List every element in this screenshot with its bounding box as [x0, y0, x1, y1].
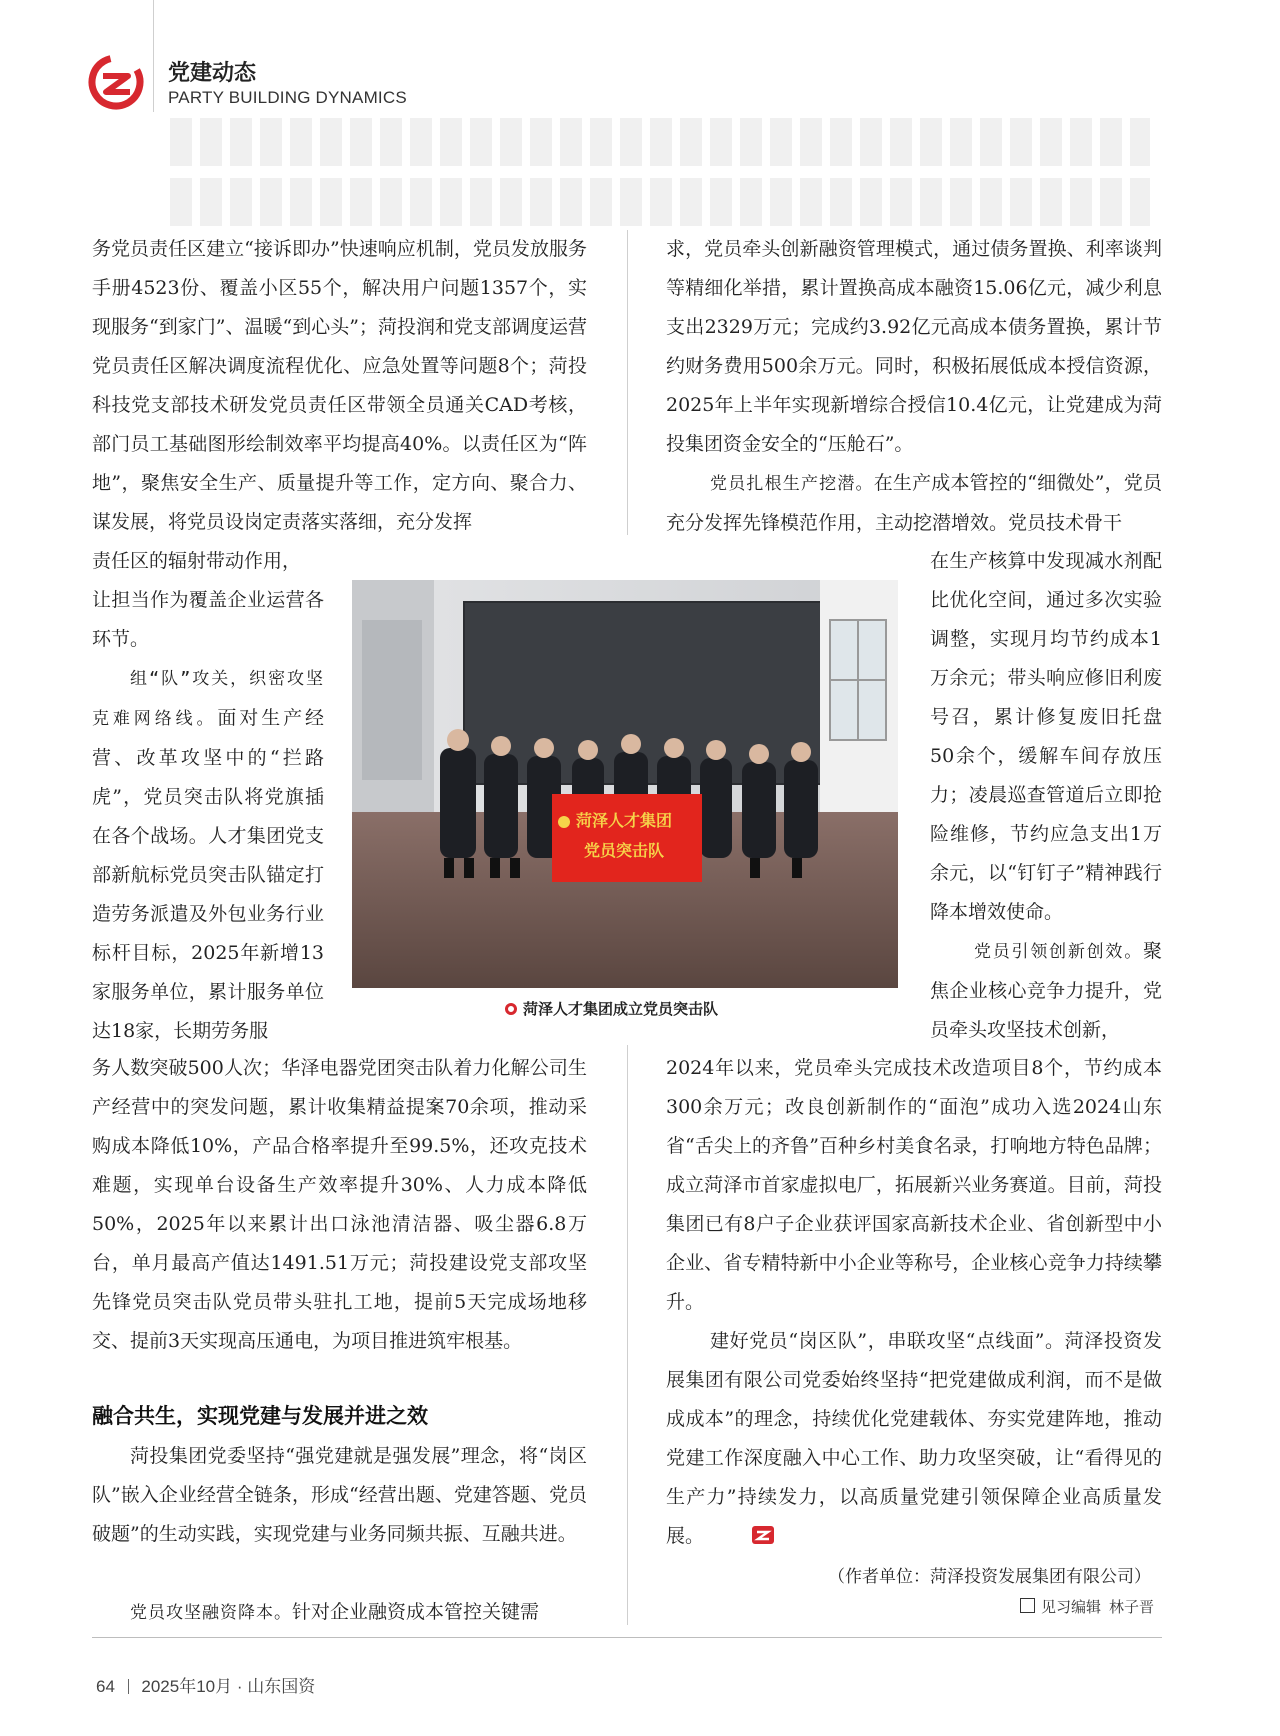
party-emblem-icon: [558, 816, 570, 828]
issue-info: 2025年10月 · 山东国资: [141, 1677, 316, 1696]
ghost-text-band: [170, 118, 1150, 166]
left-paragraph-2: 组“队”攻关，织密攻坚克难网络线。面对生产经营、改革攻坚中的“拦路虎”，党员突击队将党旗插在各个战场。人才集团党支部新航标党员突击队锚定打造劳务派遣及外包业务行业标杆目标，2025年新增13家服务单位，累计服务单位达18家，长期劳务服: [92, 669, 324, 1042]
right-paragraph-1: 求，党员牵头创新融资管理模式，通过债务置换、利率谈判等精细化举措，累计置换高成本融资15.06亿元，减少利息支出2329万元；完成约3.92亿元高成本债务置换，累计节约财务费用500余万元。同时，积极拓展低成本授信资源，2025年上半年实现新增综合授信10.4亿元，让党建成为菏投集团资金安全的“压舱石”。: [666, 238, 1162, 455]
left-paragraph-4: 党员攻坚融资降本。针对企业融资成本管控关键需: [130, 1601, 540, 1623]
lead-phrase: 党员攻坚融资降本。: [130, 1603, 292, 1623]
photo-caption: 菏泽人才集团成立党员突击队: [505, 998, 718, 1019]
left-paragraph-1: 务党员责任区建立“接诉即办”快速响应机制，党员发放服务手册4523份、覆盖小区55个，解决用户问题1357个，实现服务“到家门”、温暖“到心头”；菏投润和党支部调度运营党员责任区解决调度流程优化、应急处置等问题8个；菏投科技党支部技术研发党员责任区带领全员通关CAD考核，部门员工基础图形绘制效率平均提高40%。以责任区为“阵地”，聚焦安全生产、质量提升等工作，定方向、聚合力、谋发展，将党员设岗定责落实落细，充分发挥: [92, 238, 587, 533]
magazine-logo-icon: [88, 54, 144, 110]
right-paragraph-3: 党员引领创新创效。聚焦企业核心竞争力提升，党员牵头攻坚技术创新，: [930, 940, 1162, 1041]
banner-text-line2: 党员突击队: [584, 841, 665, 860]
section-heading: 融合共生，实现党建与发展并进之效: [92, 1404, 428, 1428]
group-photo: [352, 580, 898, 988]
left-paragraph-1-end: 让担当作为覆盖企业运营各环节。: [92, 589, 324, 650]
end-mark-icon: [708, 1519, 730, 1537]
lead-phrase: 组“队”攻关，织密攻坚克难网络线。: [92, 669, 324, 729]
left-paragraph-3: 菏投集团党委坚持“强党建就是强发展”理念，将“岗区队”嵌入企业经营全链条，形成“经营出题、党建答题、党员破题”的生动实践，实现党建与业务同频共振、互融共进。: [92, 1445, 587, 1545]
left-paragraph-1-cont: 责任区的辐射带动作用，: [92, 550, 302, 572]
section-title: 党建动态: [168, 61, 257, 86]
section-subtitle: PARTY BUILDING DYNAMICS: [168, 88, 407, 107]
footer-rule: [92, 1637, 1162, 1638]
column-divider: [627, 1045, 628, 1625]
author-affiliation: （作者单位：菏泽投资发展集团有限公司）: [828, 1567, 1151, 1587]
lead-phrase: 党员引领创新创效。: [974, 942, 1143, 962]
page-footer: [96, 1672, 315, 1697]
page-number: 64: [96, 1677, 115, 1696]
right-paragraph-2-cont: 在生产核算中发现减水剂配比优化空间，通过多次实验调整，实现月均节约成本1万余元；带头响应修旧利废号召，累计修复废旧托盘50余个，缓解车间存放压力；凌晨巡查管道后立即抢险维修，节约应急支出1万余元，以“钉钉子”精神践行降本增效使命。: [930, 550, 1162, 923]
editor-line: 见习编辑 林子晋: [1020, 1596, 1154, 1617]
column-divider: [627, 230, 628, 535]
right-paragraph-3-cont: 2024年以来，党员牵头完成技术改造项目8个，节约成本300余万元；改良创新制作的“面泡”成功入选2024山东省“舌尖上的齐鲁”百种乡村美食名录，打响地方特色品牌；成立菏泽市首家虚拟电厂，拓展新兴业务赛道。目前，菏投集团已有8户子企业获评国家高新技术企业、省创新型中小企业、省专精特新中小企业等称号，企业核心竞争力持续攀升。: [666, 1057, 1162, 1313]
lead-phrase: 党员扎根生产挖潜。: [710, 474, 874, 494]
ghost-text-band: [170, 178, 1150, 226]
caption-logo-icon: [505, 1003, 517, 1015]
right-paragraph-2: 党员扎根生产挖潜。在生产成本管控的“细微处”，党员充分发挥先锋模范作用，主动挖潜增效。党员技术骨干: [666, 472, 1162, 534]
right-paragraph-4: 建好党员“岗区队”，串联攻坚“点线面”。菏泽投资发展集团有限公司党委始终坚持“把党建做成利润，而不是做成成本”的理念，持续优化党建载体、夯实党建阵地，推动党建工作深度融入中心工作、助力攻坚突破，让“看得见的生产力”持续发力，以高质量党建引领保障企业高质量发展。: [666, 1330, 1162, 1547]
banner-text-line1: 菏泽人才集团: [576, 811, 673, 830]
left-paragraph-2-cont: 务人数突破500人次；华泽电器党团突击队着力化解公司生产经营中的突发问题，累计收集精益提案70余项，推动采购成本降低10%，产品合格率提升至99.5%，还攻克技术难题，实现单台设备生产效率提升30%、人力成本降低50%，2025年以来累计出口泳池清洁器、吸尘器6.8万台，单月最高产值达1491.51万元；菏投建设党支部攻坚先锋党员突击队党员带头驻扎工地，提前5天完成场地移交、提前3天实现高压通电，为项目推进筑牢根基。: [92, 1057, 587, 1352]
editor-box-icon: [1020, 1598, 1035, 1613]
header-divider: [153, 0, 154, 112]
